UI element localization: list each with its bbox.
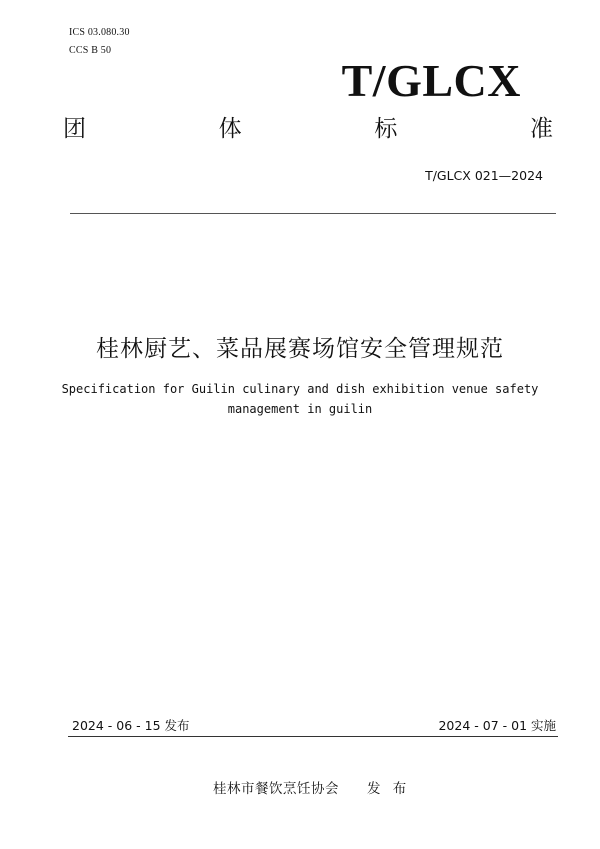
category-char: 团 xyxy=(63,116,86,142)
publisher-name: 桂林市餐饮烹饪协会 xyxy=(213,781,339,797)
standard-number: T/GLCX 021—2024 xyxy=(425,168,543,183)
standard-category xyxy=(63,118,553,141)
footer-divider xyxy=(68,736,558,737)
standard-logo: T/GLCX xyxy=(341,55,521,106)
header-divider xyxy=(70,213,556,214)
title-english-line: Specification for Guilin culinary and dish exhibition venue safety xyxy=(61,382,539,396)
title-english-line: management in guilin xyxy=(227,402,373,416)
implementation-date: 2024 - 07 - 01 实施 xyxy=(438,718,556,733)
category-char: 标 xyxy=(374,116,398,142)
publish-label: 发 布 xyxy=(367,781,411,797)
category-char: 体 xyxy=(218,116,242,142)
category-char: 准 xyxy=(529,116,553,142)
title-english xyxy=(60,379,540,419)
ics-code: ICS 03.080.30 xyxy=(69,27,130,38)
title-chinese: 桂林厨艺、菜品展赛场馆安全管理规范 xyxy=(96,336,504,362)
ccs-code: CCS B 50 xyxy=(69,45,112,56)
issue-date: 2024 - 06 - 15 发布 xyxy=(72,718,190,733)
